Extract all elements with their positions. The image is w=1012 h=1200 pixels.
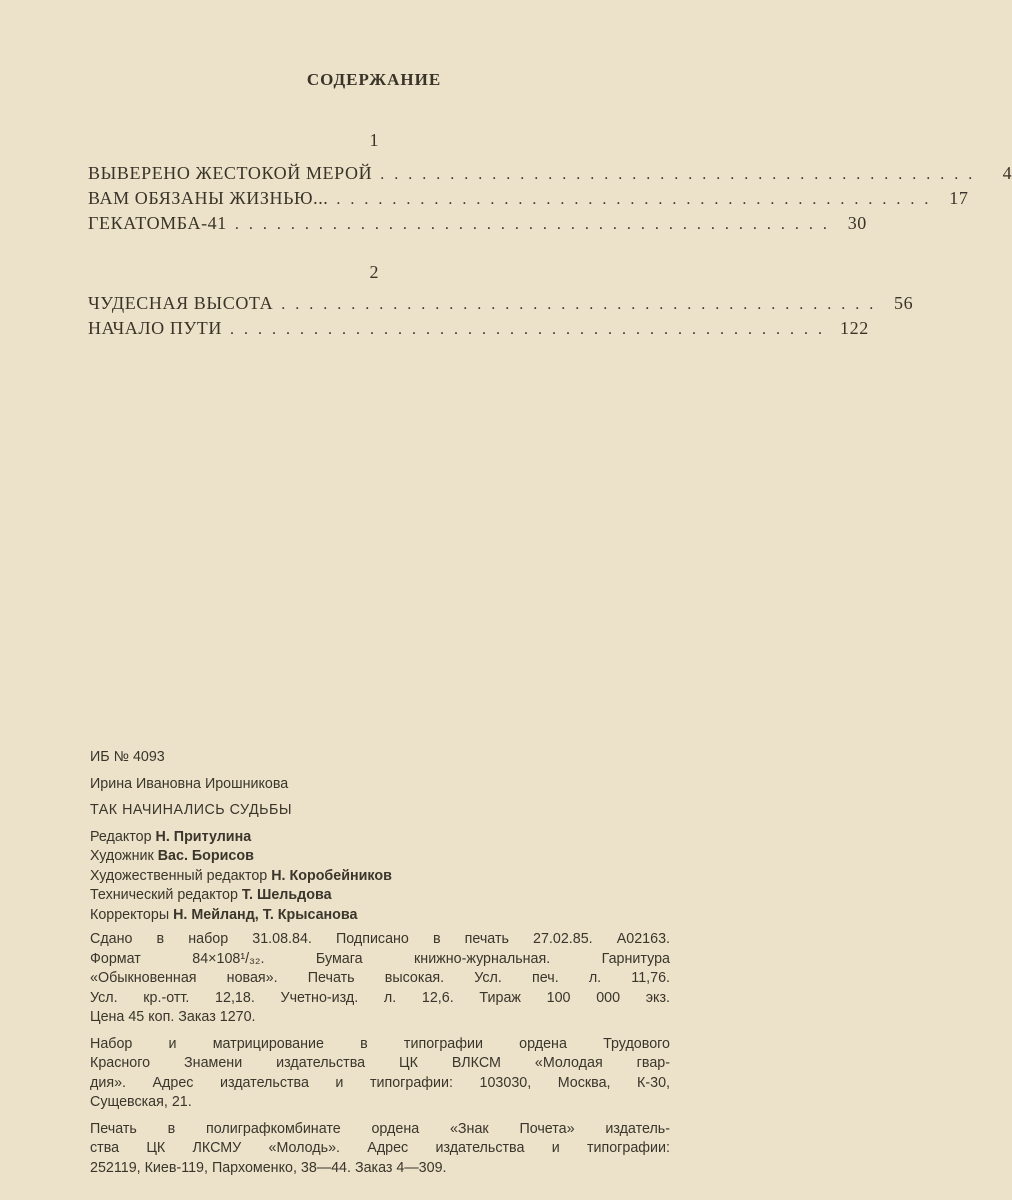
toc-entry-title: ВЫВЕРЕНО ЖЕСТОКОЙ МЕРОЙ: [88, 163, 373, 183]
credit-role: Художественный редактор: [90, 867, 268, 884]
toc-entry-title: ГЕКАТОМБА-41: [88, 213, 227, 233]
toc-entry: [88, 318, 869, 343]
toc-entry-title: ЧУДЕСНАЯ ВЫСОТА: [88, 293, 274, 313]
credit-role: Корректоры: [90, 906, 170, 923]
production-line: «Обыкновенная новая». Печать высокая. Усл. печ. л. 11,76.: [90, 970, 670, 986]
toc-entry: [88, 163, 1012, 188]
toc-leader-dots: ...........................................: [336, 191, 939, 208]
toc-entry-page: 30: [847, 213, 867, 233]
part-number-2: 2: [369, 262, 379, 282]
printing-line: 252119, Киев-119, Пархоменко, 38—44. Заказ 4—309.: [90, 1159, 447, 1176]
credit-role: Художник: [90, 848, 154, 864]
typesetting-line: дия». Адрес издательства и типографии: 103030, Москва, К-30,: [90, 1074, 670, 1091]
toc-entry: [88, 293, 914, 318]
toc-entry-page: 56: [894, 293, 914, 313]
credit-name: Н. Коробейников: [271, 867, 392, 884]
toc-entry-title: ВАМ ОБЯЗАНЫ ЖИЗНЬЮ...: [88, 188, 329, 208]
credit-role: Технический редактор: [90, 887, 238, 903]
author-name: Ирина Ивановна Ирошникова: [90, 775, 289, 792]
ib-number: ИБ № 4093: [90, 749, 165, 765]
production-line: Цена 45 коп. Заказ 1270.: [90, 1009, 256, 1025]
typesetting-line: Сущевская, 21.: [90, 1094, 192, 1110]
typesetting-line: Красного Знамени издательства ЦК ВЛКСМ «Молодая гвар-: [90, 1055, 670, 1071]
toc-part-1-list: [88, 163, 1012, 238]
credit-line: [90, 828, 670, 848]
credit-line: [90, 847, 670, 867]
toc-entry-page: 122: [840, 318, 869, 338]
production-line: Сдано в набор 31.08.84. Подписано в печать 27.02.85. А02163.: [90, 931, 670, 947]
credit-name: Т. Шельдова: [241, 887, 332, 903]
printing-line: Печать в полиграфкомбинате ордена «Знак Почета» издатель-: [90, 1120, 670, 1137]
part-number-1: 1: [369, 130, 379, 150]
imprint-block: [90, 748, 670, 1178]
credit-name: Н. Мейланд, Т. Крысанова: [173, 906, 358, 923]
toc-part-2-list: [88, 293, 914, 343]
toc-entry-page: 17: [949, 188, 969, 208]
credit-line: [90, 886, 670, 906]
printing-line: ства ЦК ЛКСМУ «Молодь». Адрес издательства и типографии:: [90, 1140, 670, 1156]
production-line: Формат 84×108¹/₃₂. Бумага книжно-журнальная. Гарнитура: [90, 950, 670, 967]
toc-leader-dots: ...........................................: [281, 296, 884, 313]
credit-name: Вас. Борисов: [157, 848, 254, 864]
toc-entry-title: НАЧАЛО ПУТИ: [88, 318, 223, 338]
toc-leader-dots: ...........................................: [234, 216, 837, 233]
credit-name: Н. Притулина: [155, 828, 252, 845]
toc-leader-dots: ...........................................: [380, 166, 983, 183]
toc-entry: [88, 188, 969, 213]
toc-heading: СОДЕРЖАНИЕ: [306, 70, 442, 89]
toc-leader-dots: ...........................................: [230, 321, 833, 338]
toc-entry-page: 4: [1002, 163, 1012, 183]
credit-line: [90, 867, 670, 887]
book-title: ТАК НАЧИНАЛИСЬ СУДЬБЫ: [90, 802, 293, 818]
production-line: Усл. кр.-отт. 12,18. Учетно-изд. л. 12,6. Тираж 100 000 экз.: [90, 989, 670, 1006]
typesetting-line: Набор и матрицирование в типографии ордена Трудового: [90, 1035, 670, 1052]
toc-entry: [88, 213, 867, 238]
credit-role: Редактор: [90, 828, 152, 845]
credit-line: [90, 906, 670, 926]
